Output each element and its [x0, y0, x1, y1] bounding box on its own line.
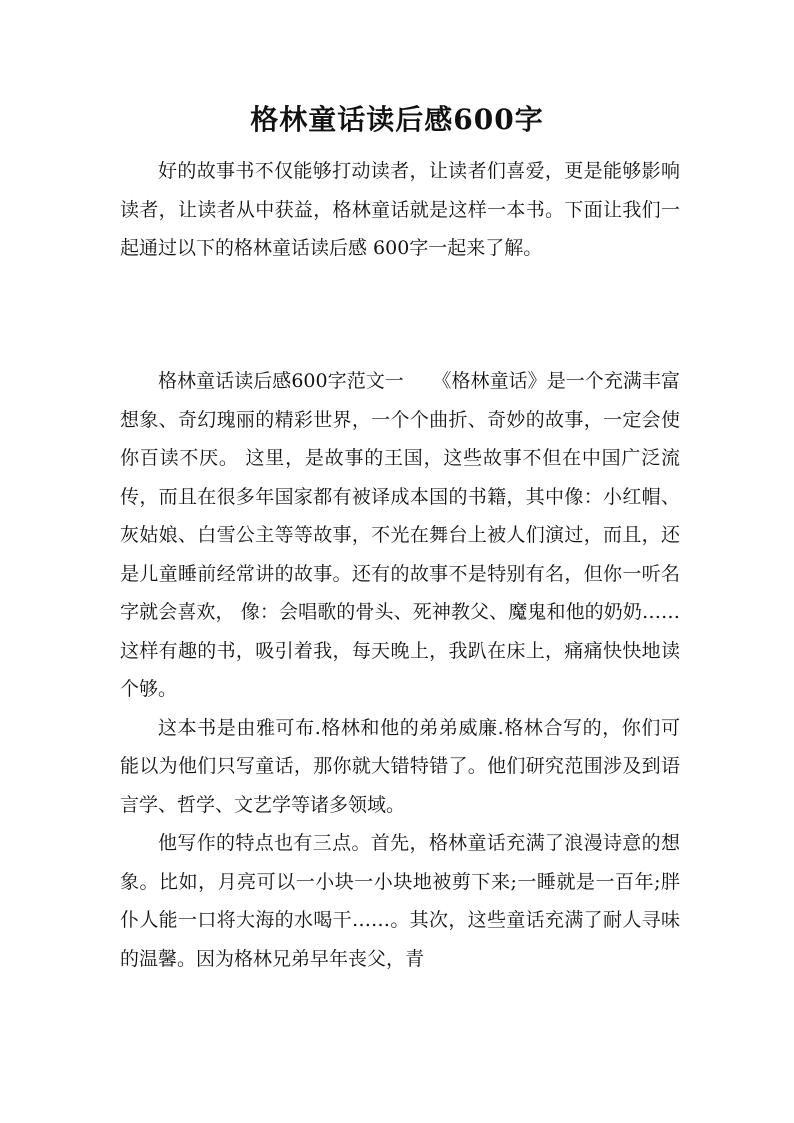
main-body: [120, 362, 680, 978]
document-title: 格林童话读后感600字: [250, 103, 544, 136]
body-paragraph-2: 这本书是由雅可布.格林和他的弟弟威廉.格林合写的，你们可能以为他们只写童话，那你就大错特错了。他们研究范围涉及到语言学、哲学、文艺学等诸多领域。: [120, 716, 680, 816]
body-paragraph-3: 他写作的特点也有三点。首先，格林童话充满了浪漫诗意的想象。比如，月亮可以一小块一小块地被剪下来;一睡就是一百年;胖仆人能一口将大海的水喝干……。其次，这些童话充满了耐人寻味的温馨。因为格林兄弟早年丧父，青: [120, 832, 680, 970]
intro-paragraph: 好的故事书不仅能够打动读者，让读者们喜爱，更是能够影响读者，让读者从中获益，格林童话就是这样一本书。下面让我们一起通过以下的格林童话读后感 600字一起来了解。: [120, 160, 680, 259]
body-paragraph-1: 格林童话读后感600字范文一 《格林童话》是一个充满丰富想象、奇幻瑰丽的精彩世界，一个个曲折、奇妙的故事，一定会使你百读不厌。 这里，是故事的王国，这些故事不但在中国广泛流传，而且在很多年国家都有被译成本国的书籍，其中像：小红帽、灰姑娘、白雪公主等等故事，不光在舞台上被人们演过，而且，还是儿童睡前经常讲的故事。还有的故事不是特别有名，但你一听名字就会喜欢， 像：会唱歌的骨头、死神教父、魔鬼和他的奶奶……这样有趣的书，吸引着我，每天晚上，我趴在床上，痛痛快快地读个够。: [120, 370, 680, 700]
intro-section: [120, 152, 680, 268]
